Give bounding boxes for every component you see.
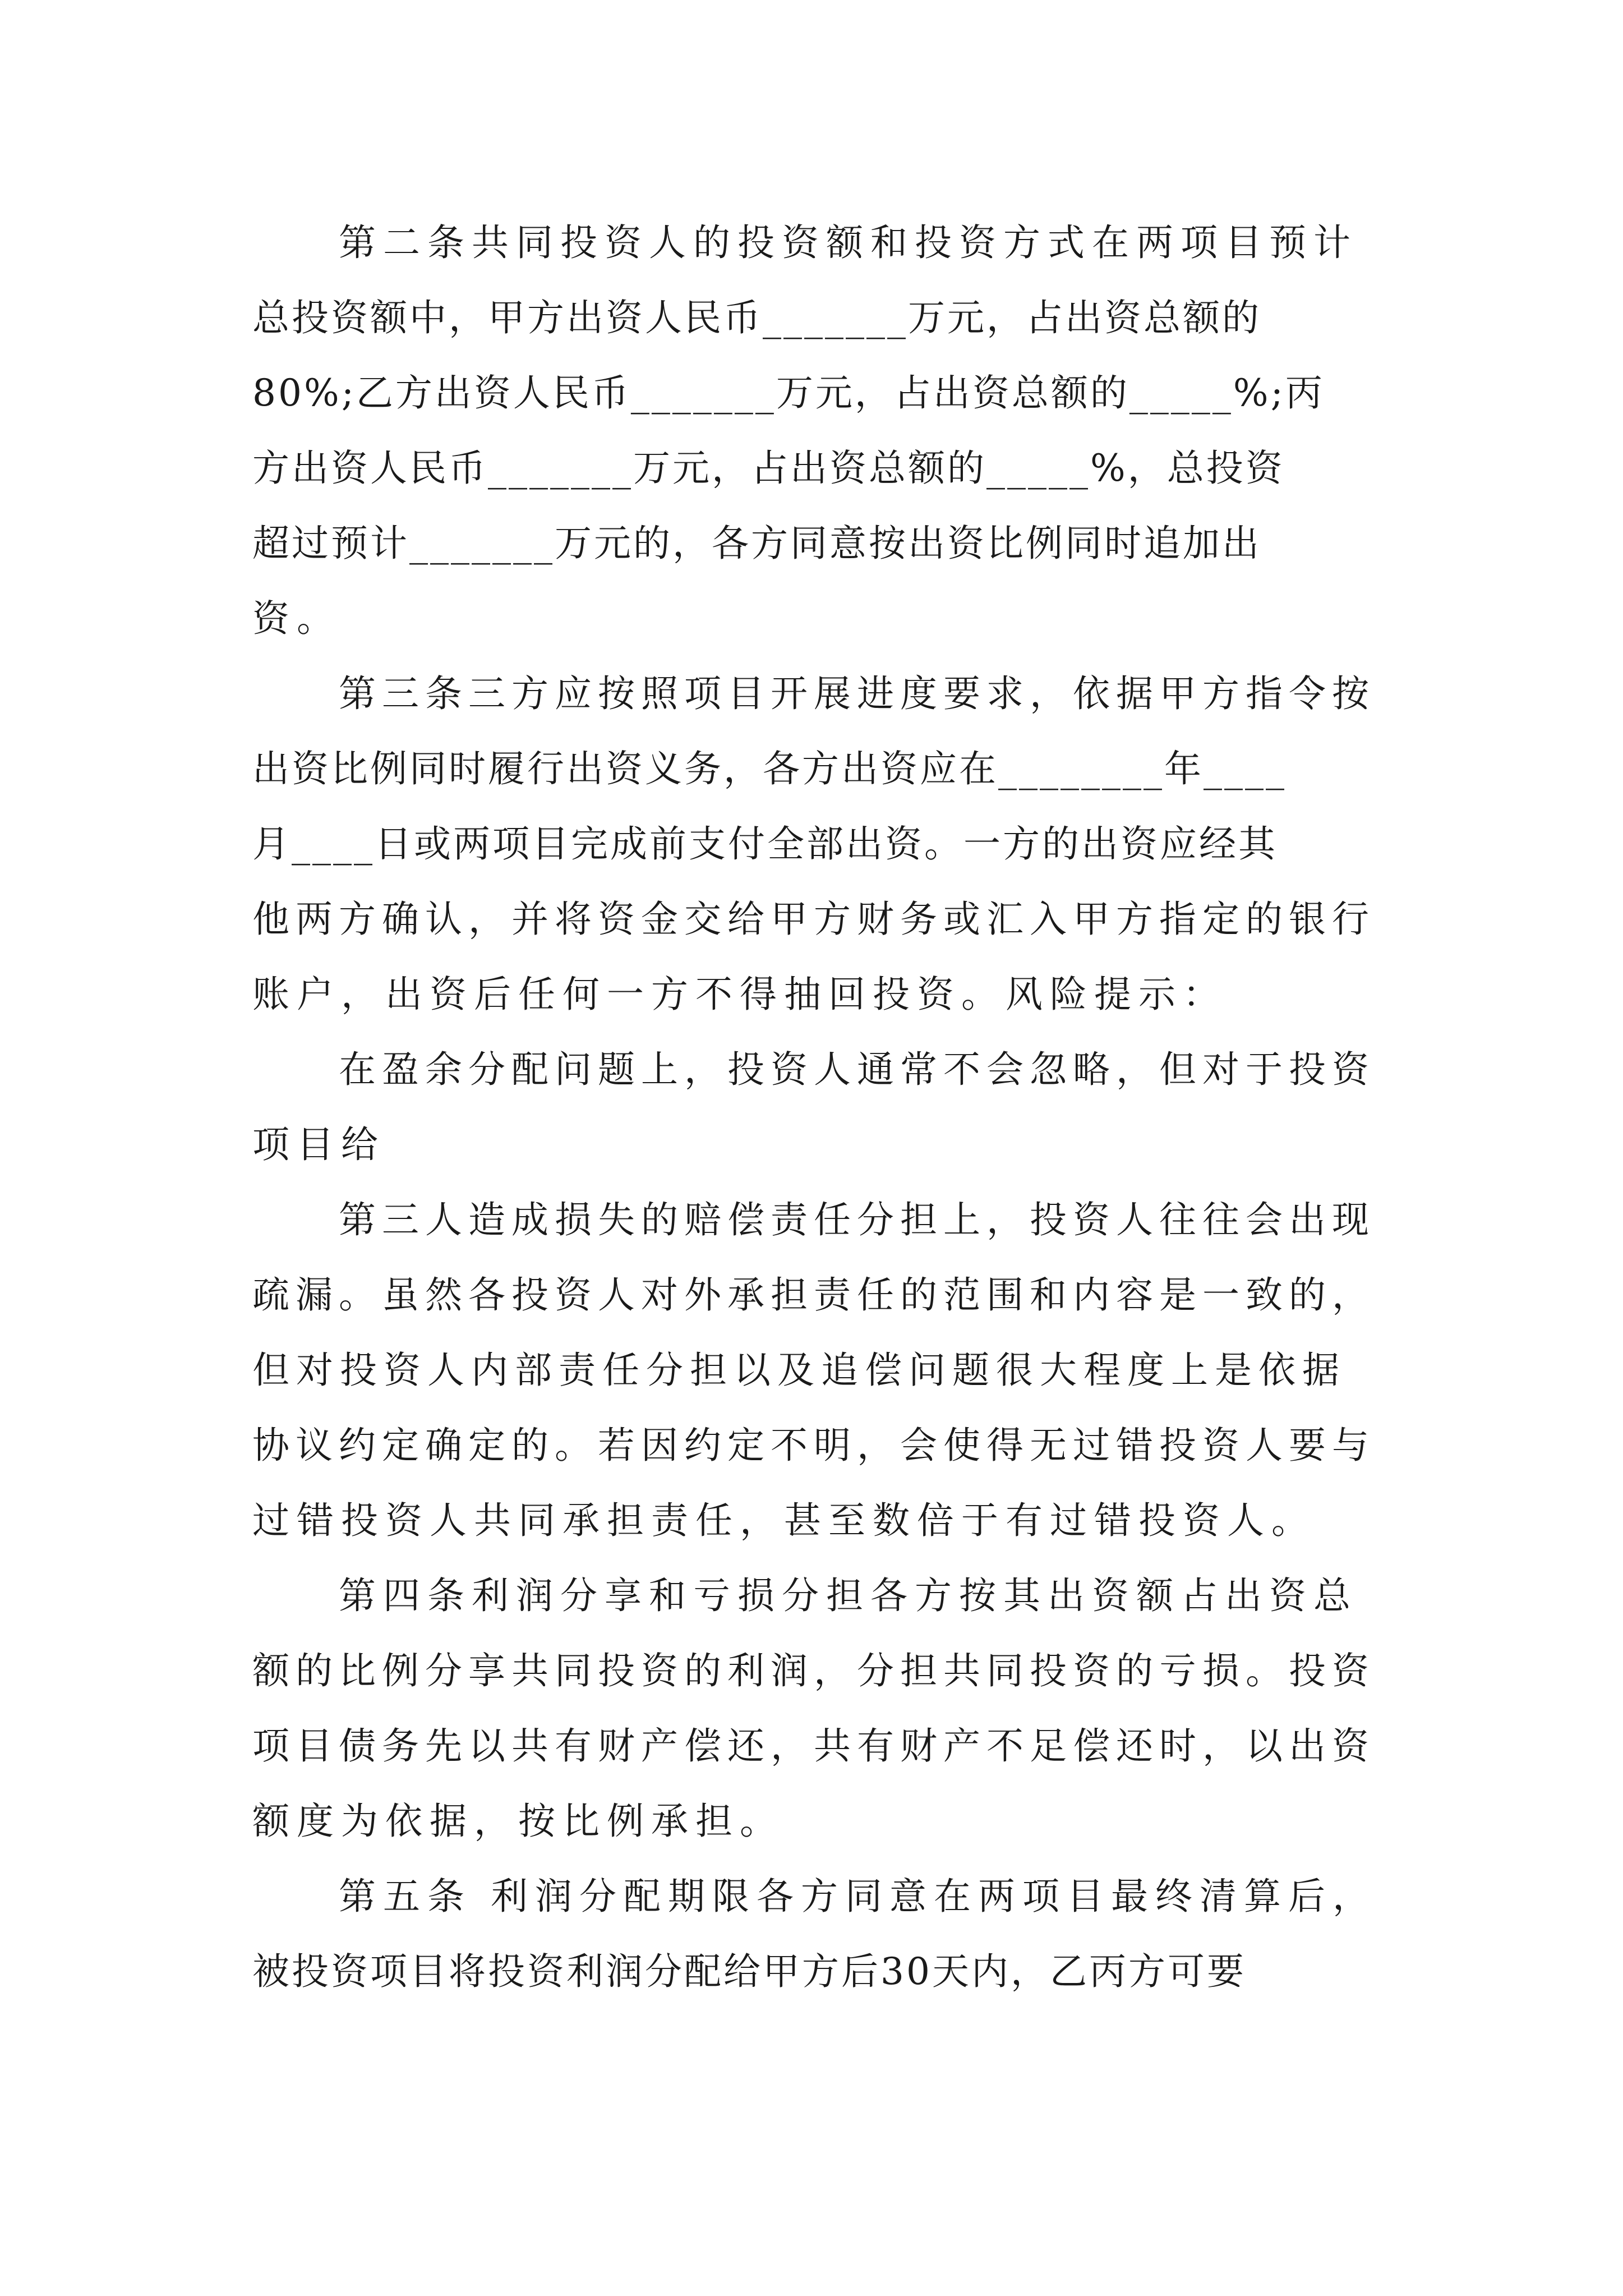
text-line: 被投资项目将投资利润分配给甲方后30天内，乙丙方可要 [252,1950,1246,1993]
text-line: 疏漏。虽然各投资人对外承担责任的范围和内容是一致的， [252,1273,1375,1317]
text-line: 在盈余分配问题上，投资人通常不会忽略，但对于投资 [339,1048,1375,1091]
text-line: 出资比例同时履行出资义务，各方出资应在________年____ [252,747,1287,790]
text-line: 额的比例分享共同投资的利润，分担共同投资的亏损。投资 [252,1649,1375,1692]
text-line: 项目债务先以共有财产偿还，共有财产不足偿还时，以出资 [252,1724,1375,1768]
text-line: 但对投资人内部责任分担以及追偿问题很大程度上是依据 [252,1349,1346,1392]
text-line: 他两方确认，并将资金交给甲方财务或汇入甲方指定的银行 [252,898,1375,941]
text-line: 第三人造成损失的赔偿责任分担上，投资人往往会出现 [339,1198,1375,1241]
text-line: 总投资额中，甲方出资人民币_______万元，占出资总额的 [252,296,1261,339]
text-line: 账户，出资后任何一方不得抽回投资。风险提示： [252,973,1227,1016]
text-line: 超过预计_______万元的，各方同意按出资比例同时追加出 [252,522,1261,565]
text-line: 80%;乙方出资人民币_______万元，占出资总额的_____%;丙 [252,371,1325,415]
text-line: 协议约定确定的。若因约定不明，会使得无过错投资人要与 [252,1424,1375,1467]
text-line: 方出资人民币_______万元，占出资总额的_____%，总投资 [252,447,1285,490]
text-line: 第四条利润分享和亏损分担各方按其出资额占出资总 [339,1574,1358,1617]
text-line: 过错投资人共同承担责任，甚至数倍于有过错投资人。 [252,1499,1316,1542]
text-line: 资。 [252,597,341,640]
text-line: 第三条三方应按照项目开展进度要求，依据甲方指令按 [339,672,1375,715]
text-line: 额度为依据，按比例承担。 [252,1800,784,1843]
text-line: 第五条 利润分配期限各方同意在两项目最终清算后， [339,1875,1377,1918]
text-line: 项目给 [252,1123,385,1166]
text-line: 月____日或两项目完成前支付全部出资。一方的出资应经其 [252,822,1278,866]
text-line: 第二条共同投资人的投资额和投资方式在两项目预计 [339,221,1358,264]
